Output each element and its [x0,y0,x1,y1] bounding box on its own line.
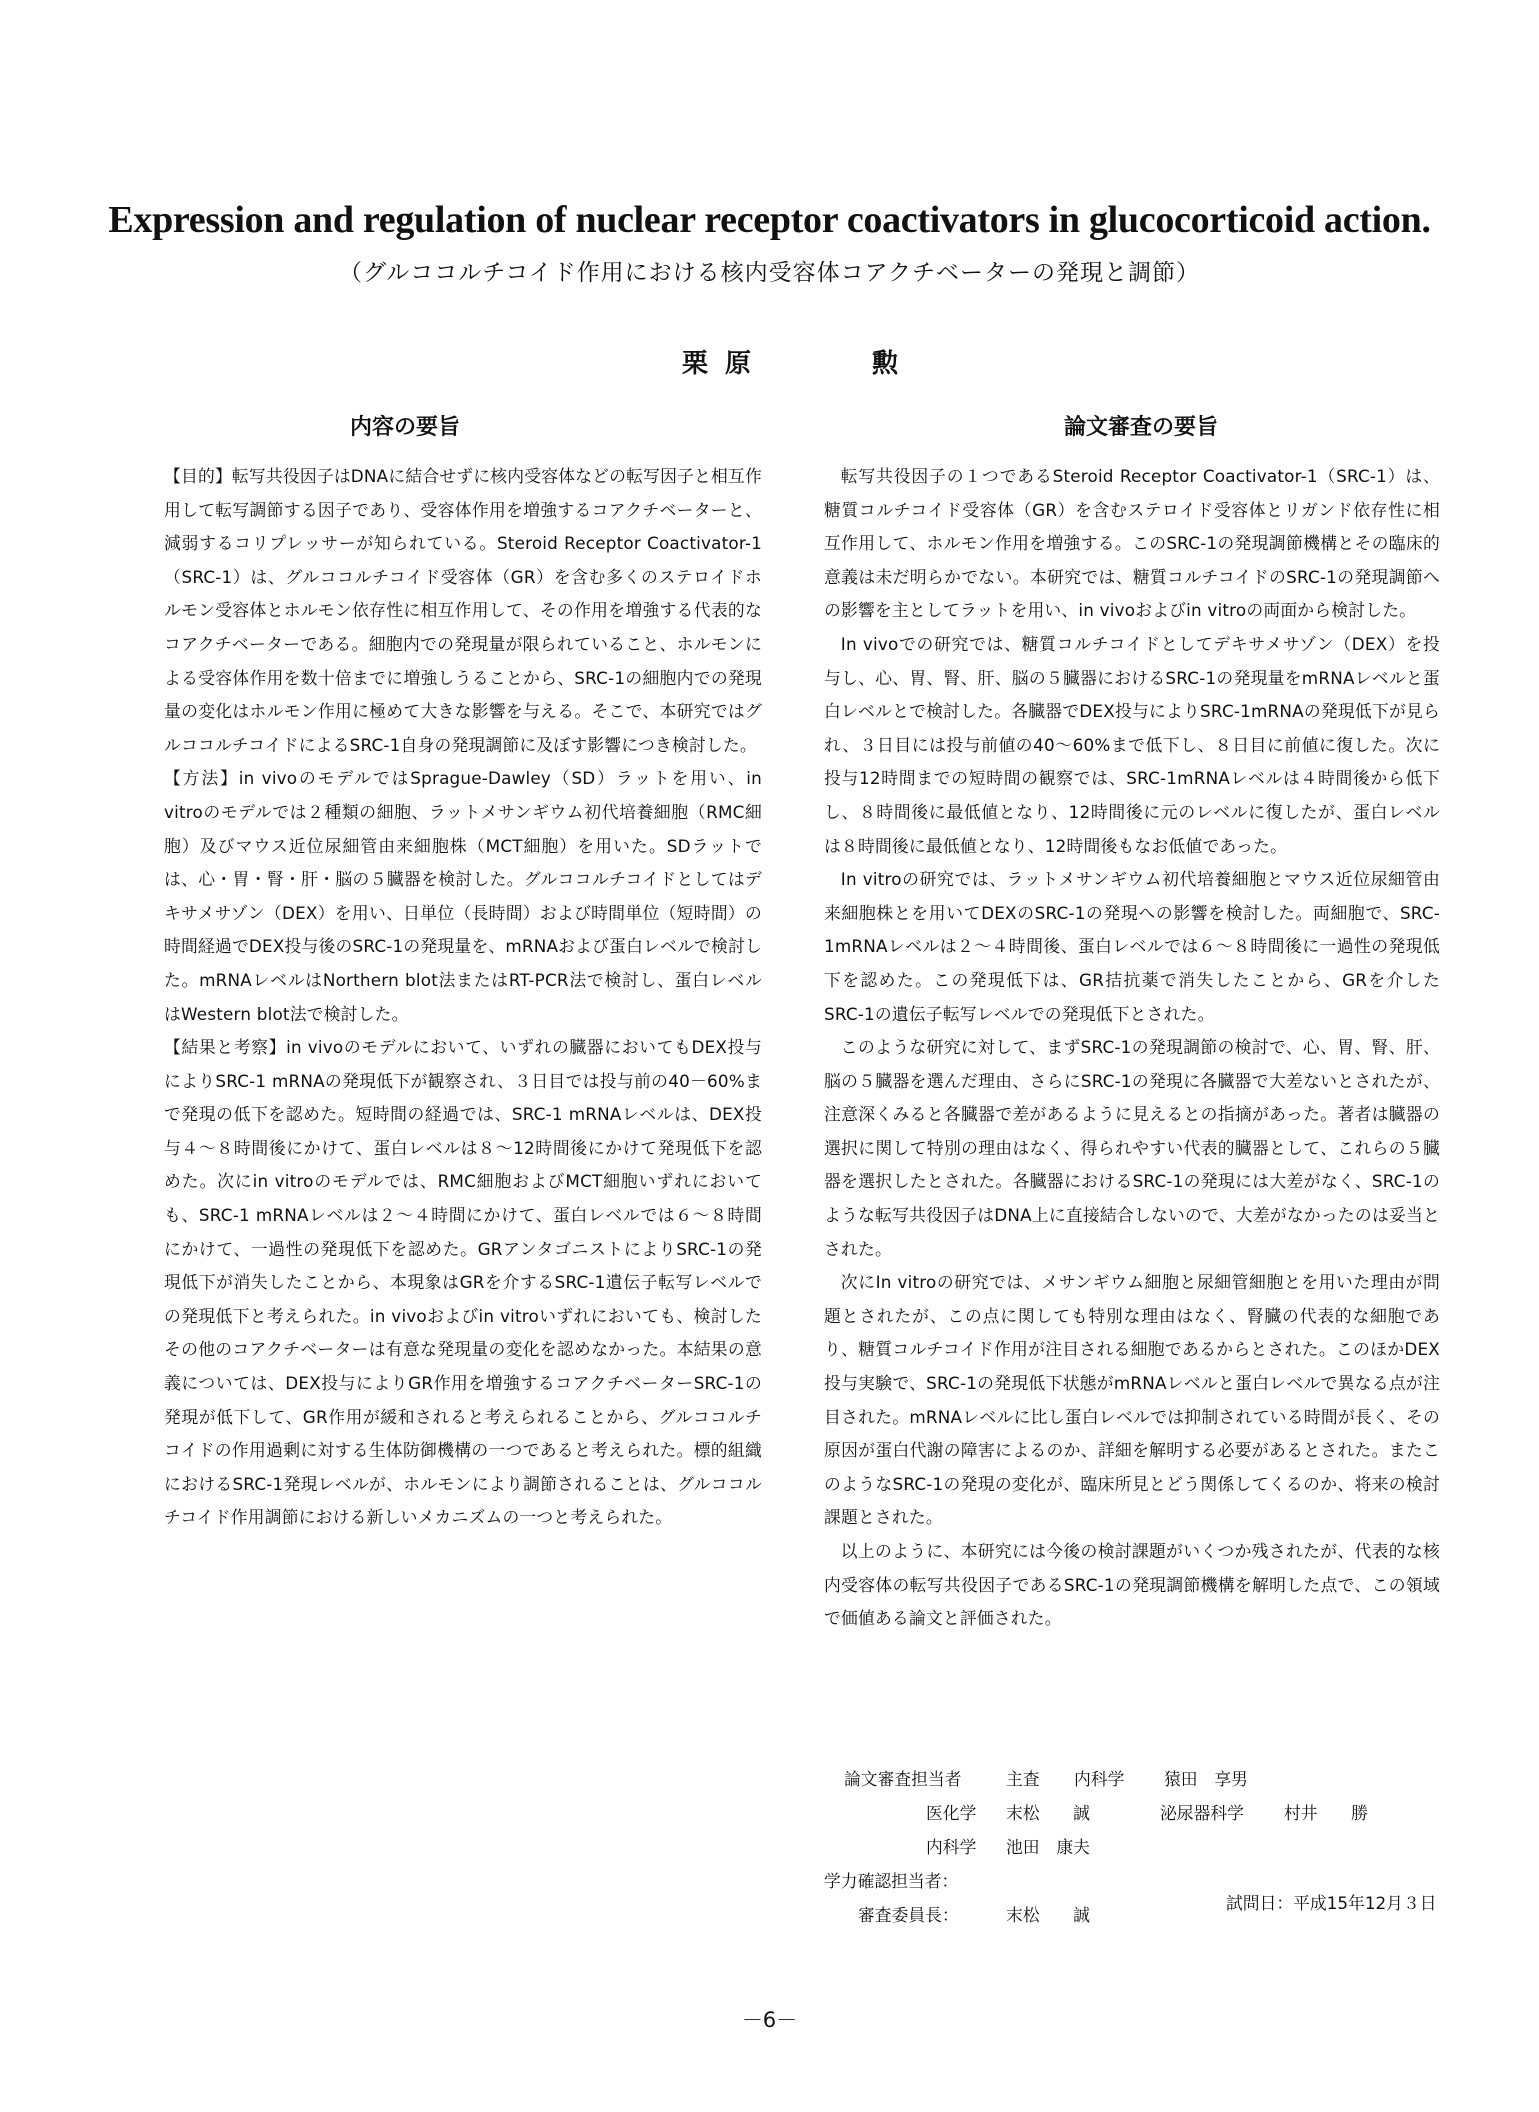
chief-role: 主査 [1006,1769,1040,1789]
exam-date: 試問日：平成15年12月３日 [1226,1893,1437,1913]
paper-title-japanese: （グルココルチコイド作用における核内受容体コアクチベーターの発現と調節） [338,260,1200,286]
member-dept: 医化学 [926,1803,977,1823]
review-heading: 論文審査の要旨 [1064,415,1219,440]
paper-title-english: Expression and regulation of nuclear receptor coactivators in glucocorticoid action. [108,199,1431,241]
summary-heading: 内容の要旨 [350,415,461,440]
member-name: 村井 勝 [1284,1803,1368,1823]
author-family-name-1: 栗 [682,349,709,379]
chief-name: 猿田 享男 [1164,1769,1248,1789]
member-dept: 内科学 [926,1837,977,1857]
chair-name: 末松 誠 [1006,1905,1090,1925]
summary-methods-paragraph: 【方法】in vivoのモデルではSprague-Dawley（SD）ラットを用い、in vitroのモデルでは２種類の細胞、ラットメサンギウム初代培養細胞（RMC細胞）及びマウス近位尿細管由来細胞株（MCT細胞）を用いた。SDラットでは、心・胃・腎・肝・脳の５臓器を検討した。グルココルチコイドとしてはデキサメサゾン（DEX）を用い、日単位（長時間）および時間単位（短時間）の時間経過でDEX投与後のSRC-1の発現量を、mRNAおよび蛋白レベルで検討した。mRNAレベルはNorthern blot法またはRT-PCR法で検討し、蛋白レベルはWestern blot法で検討した。 [164,768,762,1024]
author-family-name-2: 原 [725,349,752,379]
review-paragraph: 次にIn vitroの研究では、メサンギウム細胞と尿細管細胞とを用いた理由が問題とされたが、この点に関しても特別な理由はなく、腎臓の代表的な細胞であり、糖質コルチコイド作用が注目される細胞であるからとされた。このほかDEX投与実験で、SRC-1の発現低下状態がmRNAレベルと蛋白レベルで異なる点が注目された。mRNAレベルに比し蛋白レベルでは抑制されている時間が長く、その原因が蛋白代謝の障害によるのか、詳細を解明する必要があるとされた。またこのようなSRC-1の発現の変化が、臨床所見とどう関係してくるのか、将来の検討課題とされた。 [824,1272,1440,1528]
author-given-name: 勲 [872,349,899,379]
examiners-label: 論文審査担当者 [844,1769,962,1789]
chair-label: 審査委員長： [858,1905,959,1925]
review-paragraph: このような研究に対して、まずSRC-1の発現調節の検討で、心、胃、腎、肝、脳の５臓器を選んだ理由、さらにSRC-1の発現に各臓器で大差ないとされたが、注意深くみると各臓器で差があるように見えるとの指摘があった。著者は臓器の選択に関して特別の理由はなく、得られやすい代表的臓器として、これらの５臓器を選択したとされた。各臓器におけるSRC-1の発現には大差がなく、SRC-1のような転写共役因子はDNA上に直接結合しないので、大差がなかったのは妥当とされた。 [824,1037,1440,1259]
review-paragraph: 以上のように、本研究には今後の検討課題がいくつか残されたが、代表的な核内受容体の転写共役因子であるSRC-1の発現調節機構を解明した点で、この領域で価値ある論文と評価された。 [824,1541,1440,1629]
review-column [824,460,1440,1636]
summary-column [164,460,762,1535]
page-number: －6－ [741,2008,798,2032]
review-paragraph: In vitroの研究では、ラットメサンギウム初代培養細胞とマウス近位尿細管由来細胞株とを用いてDEXのSRC-1の発現への影響を検討した。両細胞で、SRC-1mRNAレベルは２～４時間後、蛋白レベルでは６～８時間後に一過性の発現低下を認めた。この発現低下は、GR拮抗薬で消失したことから、GRを介したSRC-1の遺伝子転写レベルでの発現低下とされた。 [824,869,1440,1024]
member-name: 池田 康夫 [1006,1837,1090,1857]
confirm-label: 学力確認担当者： [824,1871,959,1891]
member-name: 末松 誠 [1006,1803,1090,1823]
review-paragraph: 転写共役因子の１つであるSteroid Receptor Coactivator-1（SRC-1）は、糖質コルチコイド受容体（GR）を含むステロイド受容体とリガンド依存性に相互作用して、ホルモン作用を増強する。このSRC-1の発現調節機構とその臨床的意義は未だ明らかでない。本研究では、糖質コルチコイドのSRC-1の発現調節への影響を主としてラットを用い、in vivoおよびin vitroの両面から検討した。 [824,466,1440,621]
summary-results-paragraph: 【結果と考察】in vivoのモデルにおいて、いずれの臓器においてもDEX投与によりSRC-1 mRNAの発現低下が観察され、３日目では投与前の40－60%まで発現の低下を認めた。短時間の経過では、SRC-1 mRNAレベルは、DEX投与４～８時間後にかけて、蛋白レベルは８～12時間後にかけて発現低下を認めた。次にin vitroのモデルでは、RMC細胞およびMCT細胞いずれにおいても、SRC-1 mRNAレベルは２～４時間にかけて、蛋白レベルでは６～８時間にかけて、一過性の発現低下を認めた。GRアンタゴニストによりSRC-1の発現低下が消失したことから、本現象はGRを介するSRC-1遺伝子転写レベルでの発現低下と考えられた。in vivoおよびin vitroいずれにおいても、検討したその他のコアクチベーターは有意な発現量の変化を認めなかった。本結果の意義については、DEX投与によりGR作用を増強するコアクチベーターSRC-1の発現が低下して、GR作用が緩和されると考えられることから、グルココルチコイドの作用過剰に対する生体防御機構の一つであると考えられた。標的組織におけるSRC-1発現レベルが、ホルモンにより調節されることは、グルココルチコイド作用調節における新しいメカニズムの一つと考えられた。 [164,1037,762,1528]
summary-purpose-paragraph: 【目的】転写共役因子はDNAに結合せずに核内受容体などの転写因子と相互作用して転写調節する因子であり、受容体作用を増強するコアクチベーターと、減弱するコリプレッサーが知られている。Steroid Receptor Coactivator-1（SRC-1）は、グルココルチコイド受容体（GR）を含む多くのステロイドホルモン受容体とホルモン依存性に相互作用して、その作用を増強する代表的なコアクチベーターである。細胞内での発現量が限られていること、ホルモンによる受容体作用を数十倍までに増強しうることから、SRC-1の細胞内での発現量の変化はホルモン作用に極めて大きな影響を与える。そこで、本研究ではグルココルチコイドによるSRC-1自身の発現調節に及ぼす影響につき検討した。 [164,466,762,755]
review-paragraph: In vivoでの研究では、糖質コルチコイドとしてデキサメサゾン（DEX）を投与し、心、胃、腎、肝、脳の５臓器におけるSRC-1の発現量をmRNAレベルと蛋白レベルとで検討した。各臓器でDEX投与によりSRC-1mRNAの発現低下が見られ、３日目には投与前値の40～60%まで低下し、８日目に前値に復した。次に投与12時間までの短時間の観察では、SRC-1mRNAレベルは４時間後から低下し、８時間後に最低値となり、12時間後に元のレベルに復したが、蛋白レベルは８時間後に最低値となり、12時間後もなお低値であった。 [824,633,1440,856]
member-dept: 泌尿器科学 [1160,1803,1244,1823]
chief-dept: 内科学 [1074,1769,1125,1789]
